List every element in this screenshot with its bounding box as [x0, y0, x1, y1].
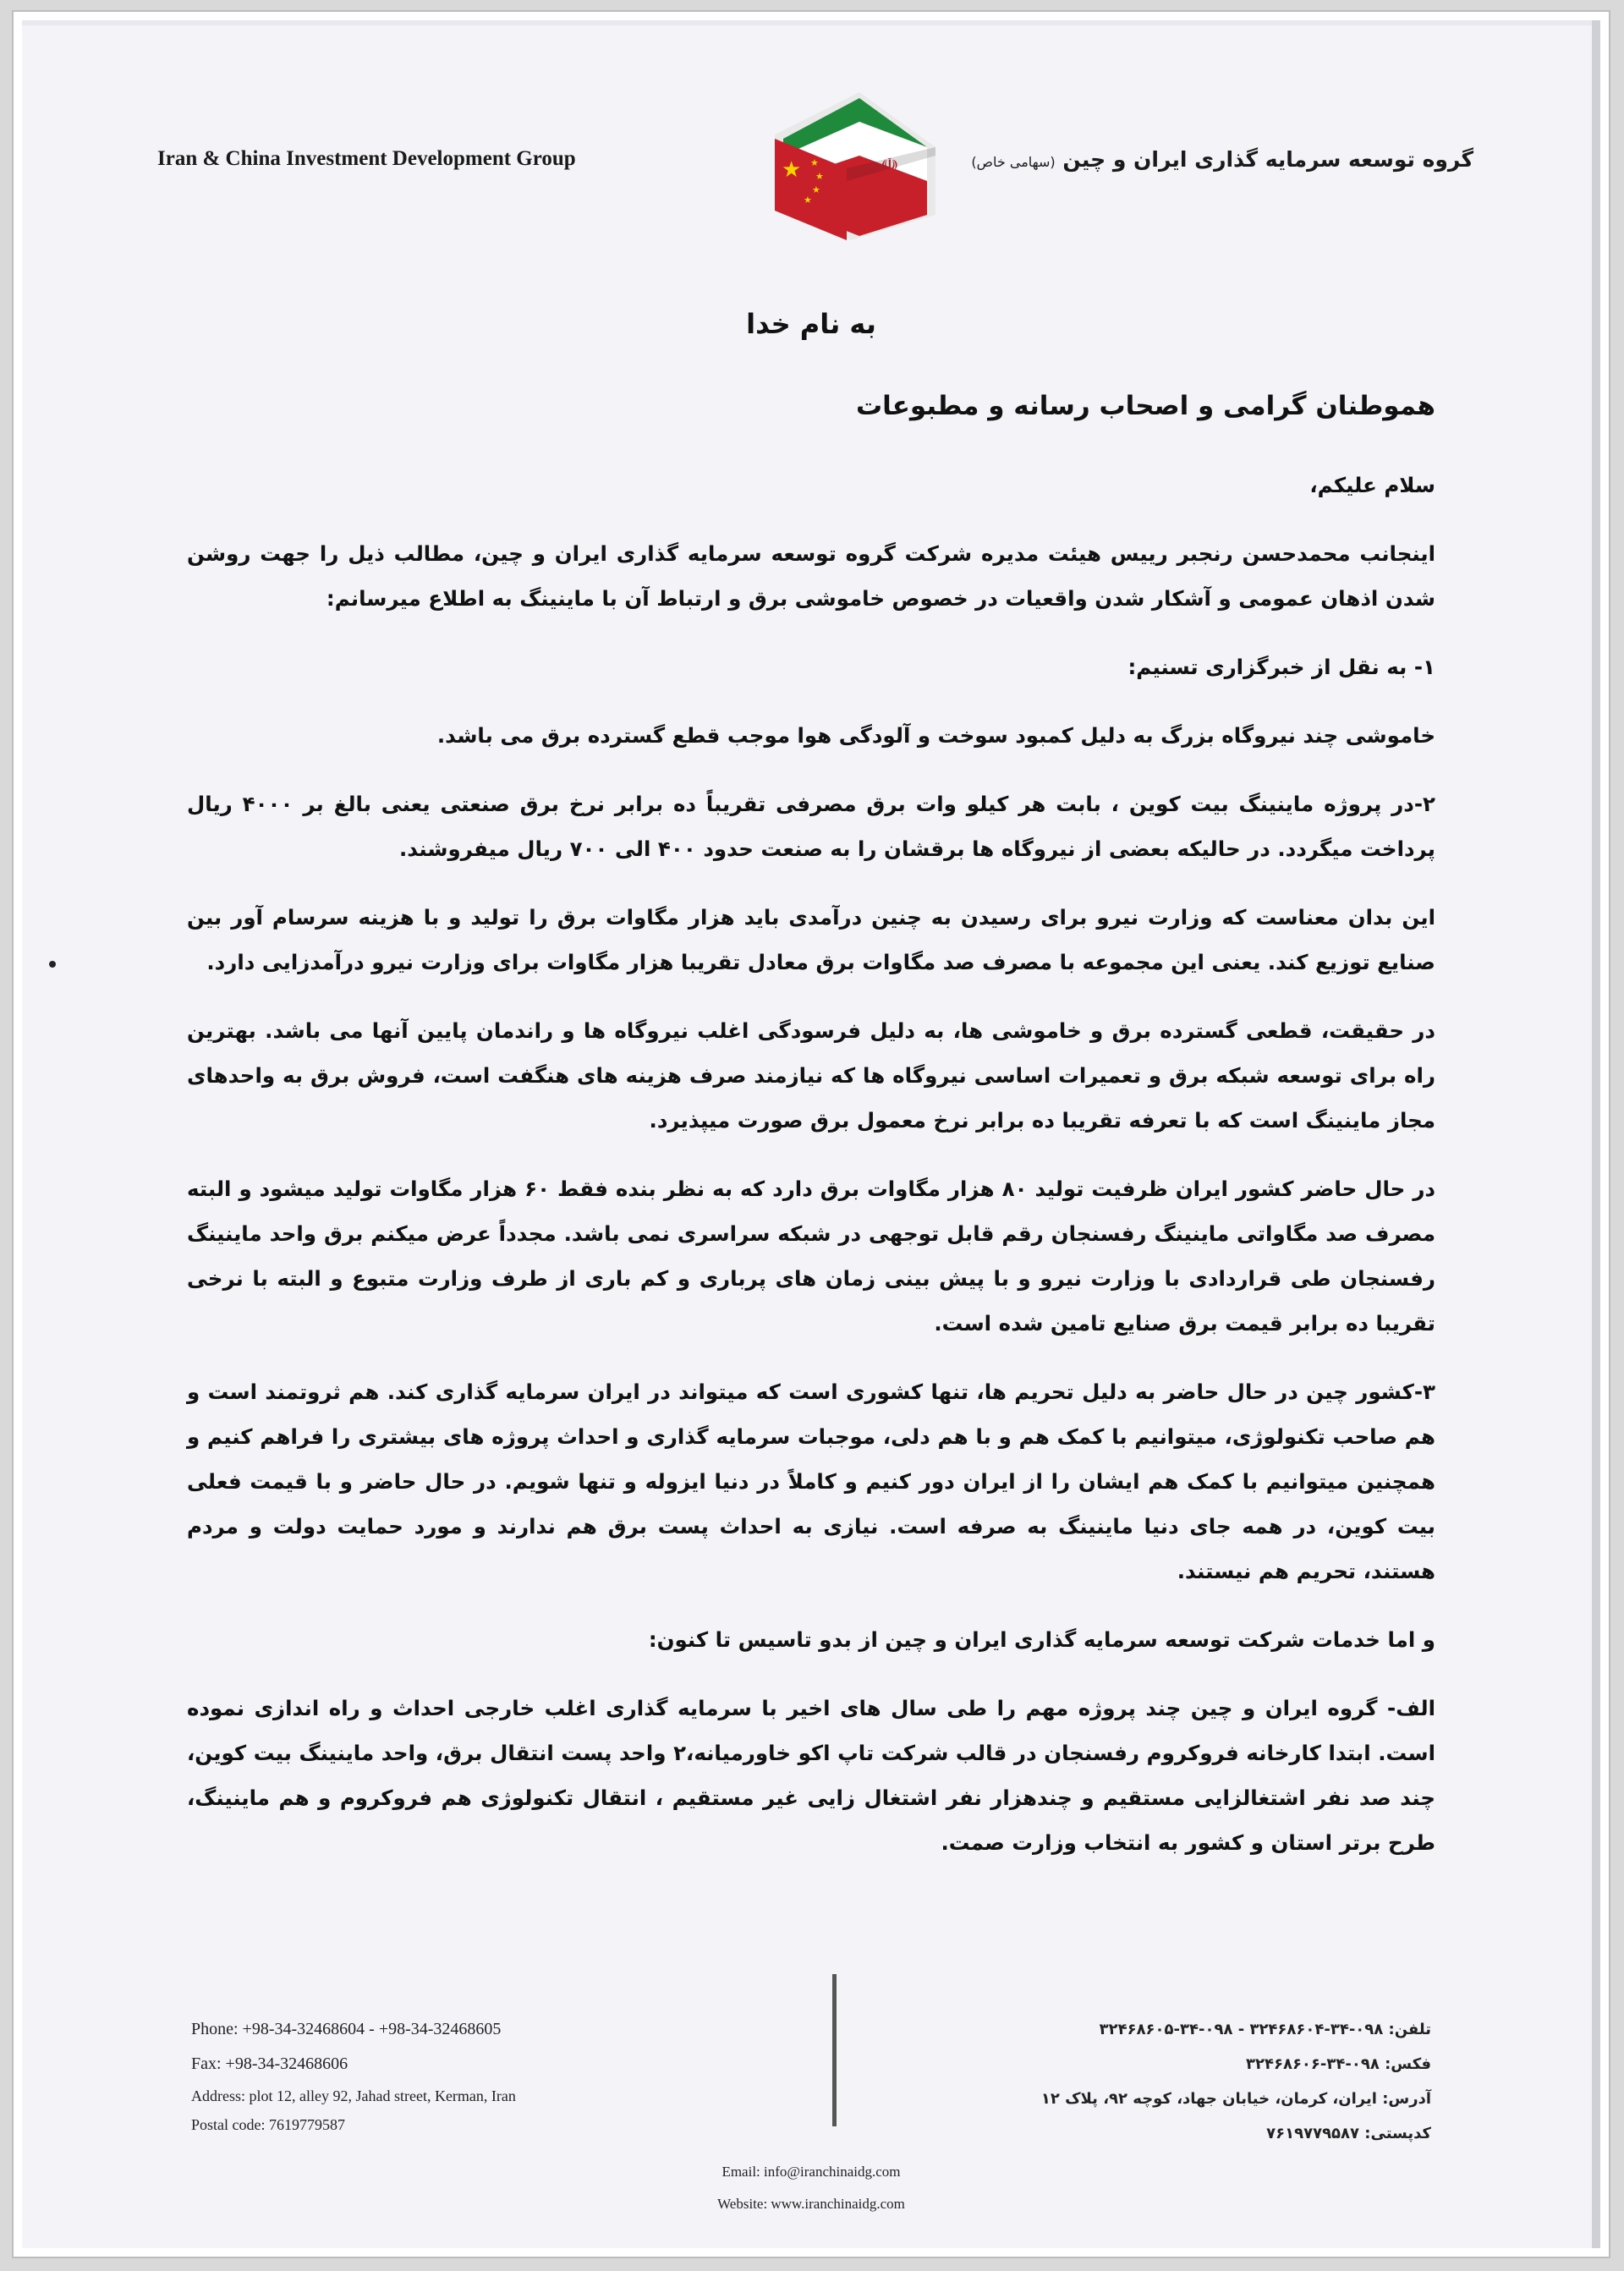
footer-web-contact: [22, 2156, 1600, 2220]
fax-english: Fax: +98-34-32468606: [191, 2054, 348, 2073]
document-frame: [12, 10, 1610, 2258]
letter-page: [22, 20, 1600, 2248]
paragraph: ۲-در پروژه ماینینگ بیت کوین ، بابت هر کیلو وات برق مصرفی تقریباً ده برابر نرخ برق صنعتی یعنی بالغ بر ۴۰۰۰ ریال پرداخت میگردد. در حالیکه بعضی از نیروگاه ها برقشان را به صنعت حدود ۴۰۰ الی ۷۰۰ ریال میفروشند.: [187, 792, 1435, 861]
svg-text:★: ★: [812, 184, 820, 195]
greeting: سلام علیکم،: [1309, 473, 1435, 497]
svg-text:☫: ☫: [881, 154, 899, 178]
fax-persian: فکس: ۰۹۸-۳۴-۳۲۴۶۸۶۰۶: [1246, 2055, 1431, 2073]
paragraph: و اما خدمات شرکت توسعه سرمایه گذاری ایران و چین از بدو تاسیس تا کنون:: [648, 1627, 1435, 1652]
paragraph: ۳-کشور چین در حال حاضر به دلیل تحریم ها، تنها کشوری است که میتواند در ایران سرمایه گذاری کند. هم ثروتمند است و هم صاحب تکنولوژی، میتوانیم با کمک هم و با هم دلی، موجبات سرمایه گذاری و احداث پروژه های بیشتری را فراهم کنیم و همچنین میتوانیم با کمک هم ایشان را از ایران دور کنیم و کاملاً در دنیا ایزوله و تنها شویم. در حال حاضر و با قیمت فعلی بیت کوین، در همه جای دنیا ماینینگ به صرفه است. نیازی به احداث پست برق هم ندارند و مورد حمایت دولت و مردم هستند، تحریم هم نیستند.: [187, 1380, 1435, 1583]
paragraph: خاموشی چند نیروگاه بزرگ به دلیل کمبود سوخت و آلودگی هوا موجب قطع گسترده برق می باشد.: [436, 723, 1435, 748]
phone-english: Phone: +98-34-32468604 - +98-34-32468605: [191, 2020, 502, 2038]
svg-text:★: ★: [815, 171, 824, 182]
address-persian: آدرس: ایران، کرمان، خیابان جهاد، کوچه ۹۲، پلاک ۱۲: [1040, 2090, 1431, 2108]
page-top-edge: [22, 20, 1600, 25]
postal-code-persian: کدپستی: ۷۶۱۹۷۷۹۵۸۷: [1266, 2125, 1431, 2142]
page-right-edge: [1592, 20, 1600, 2248]
company-name-persian: [971, 147, 1473, 172]
letter-body: [187, 384, 1435, 1889]
svg-text:★: ★: [810, 157, 819, 168]
paragraph: اینجانب محمدحسن رنجبر رییس هیئت مدیره شرکت گروه توسعه سرمایه گذاری ایران و چین، مطالب ذیل را جهت روشن شدن اذهان عمومی و آشکار شدن واقعیات در خصوص خاموشی برق و ارتباط آن با ماینینگ به اطلاع میرسانم:: [187, 541, 1435, 611]
company-type-note: (سهامی خاص): [971, 154, 1056, 170]
footer-contact-english: [191, 2012, 516, 2139]
paragraph: ۱- به نقل از خبرگزاری تسنیم:: [1127, 655, 1435, 679]
iran-china-flag-logo: [766, 88, 952, 244]
margin-dot: [49, 961, 56, 968]
paragraph: در حقیقت، قطعی گسترده برق و خاموشی ها، به دلیل فرسودگی اغلب نیروگاه ها و راندمان پایین آنها می باشد. بهترین راه برای توسعه شبکه برق و تعمیرات اساسی نیروگاه ها که نیازمند صرف هزینه های هنگفت است، فروش برق به واحدهای مجاز ماینینگ است که با تعرفه تقریبا ده برابر نرخ معمول برق صورت میپذیرد.: [187, 1018, 1435, 1133]
basmala-heading: به نام خدا: [746, 308, 876, 340]
postal-code-english: Postal code: 7619779587: [191, 2116, 345, 2133]
letter-salutation: هموطنان گرامی و اصحاب رسانه و مطبوعات: [855, 391, 1435, 421]
paragraph: الف- گروه ایران و چین چند پروژه مهم را طی سال های اخیر با سرمایه گذاری اغلب خارجی احداث و راه اندازی نموده است. ابتدا کارخانه فروکروم رفسنجان در قالب شرکت تاپ اکو خاورمیانه،۲ واحد پست انتقال برق، واحد ماینینگ بیت کوین، چند صد نفر اشتغالزایی مستقیم و چندهزار نفر اشتغال زایی غیر مستقیم ، انتقال تکنولوژی هم فروکروم و هم ماینینگ، طرح برتر استان و کشور به انتخاب وزارت صمت.: [187, 1696, 1435, 1855]
company-name-english: Iran & China Investment Development Group: [157, 147, 576, 170]
footer-contact-persian: [1041, 2012, 1431, 2151]
svg-text:★: ★: [804, 195, 812, 206]
paragraph: در حال حاضر کشور ایران ظرفیت تولید ۸۰ هزار مگاوات برق دارد که به نظر بنده فقط ۶۰ هزار مگاوات تولید میشود و البته مصرف صد مگاواتی ماینینگ رفسنجان رقم قابل توجهی در شبکه سراسری نمی باشد. مجدداً عرض میکنم برق واحد ماینینگ رفسنجان طی قراردادی با وزارت نیرو و با پیش بینی زمان های پرباری و کم باری از طرف وزارت متبوع و البته با نرخی تقریبا ده برابر قیمت برق صنایع تامین شده است.: [187, 1177, 1435, 1336]
website-link[interactable]: Website: www.iranchinaidg.com: [717, 2196, 905, 2212]
address-english: Address: plot 12, alley 92, Jahad street, Kerman, Iran: [191, 2087, 516, 2104]
svg-text:★: ★: [782, 157, 802, 183]
phone-persian: تلفن: ۰۹۸-۳۴-۳۲۴۶۸۶۰۴ - ۰۹۸-۳۴-۳۲۴۶۸۶۰۵: [1099, 2021, 1431, 2038]
paragraph: این بدان معناست که وزارت نیرو برای رسیدن به چنین درآمدی باید هزار مگاوات برق را تولید و با هزینه سرسام آور بین صنایع توزیع کند. یعنی این مجموعه با مصرف صد مگاوات برق معادل تقریبا هزار مگاوات برای وزارت نیرو درآمدزایی دارد.: [187, 905, 1435, 974]
footer-divider: [832, 1974, 837, 2126]
email-link[interactable]: Email: info@iranchinaidg.com: [721, 2164, 901, 2180]
company-name-persian-text: گروه توسعه سرمایه گذاری ایران و چین: [1062, 147, 1473, 172]
